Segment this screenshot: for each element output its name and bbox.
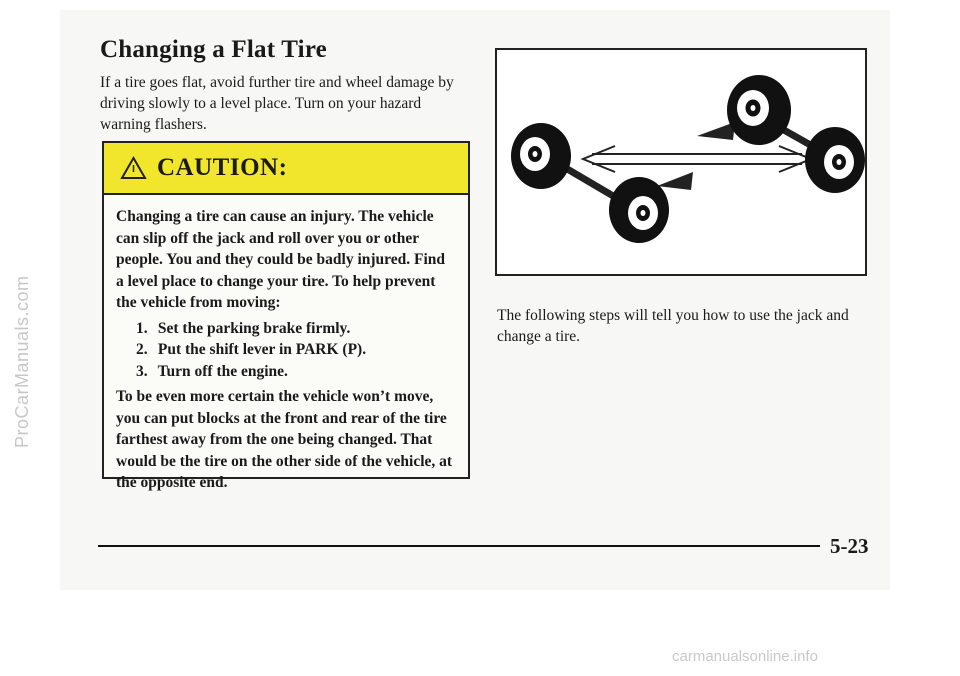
caution-steps [136, 318, 456, 383]
tire-icon [511, 123, 571, 189]
figure-caption: The following steps will tell you how to use the jack and change a tire. [497, 307, 849, 345]
tire-icon [609, 177, 669, 243]
page-title: Changing a Flat Tire [100, 36, 327, 63]
wheel-blocking-illustration [495, 48, 867, 276]
wheel-block-icon [657, 172, 693, 190]
wheel-block-icon [697, 122, 735, 140]
warning-triangle-icon [120, 156, 147, 180]
tire-icon [727, 75, 791, 145]
footer-rule [98, 545, 820, 547]
caution-body [104, 195, 468, 494]
caution-step: 3. Turn off the engine. [136, 362, 288, 380]
caution-label: CAUTION: [157, 154, 288, 181]
tire-icon [805, 127, 865, 193]
caution-header [104, 143, 468, 195]
caution-step: 1. Set the parking brake firmly. [136, 319, 351, 337]
caution-paragraph-1: Changing a tire can cause an injury. The vehicle can slip off the jack and roll over you or other people. You and they could be badly injured. Find a level place to change your tire. To help prevent the vehicle from moving: [116, 208, 446, 311]
bottom-watermark: carmanualsonline.info [672, 648, 818, 665]
tire-diagram [497, 50, 865, 274]
page-number: 5-23 [830, 534, 869, 558]
caution-step: 2. Put the shift lever in PARK (P). [136, 341, 367, 358]
caution-box [102, 141, 470, 491]
double-arrow-icon [583, 146, 811, 172]
caution-paragraph-2: To be even more certain the vehicle won’t move, you can put blocks at the front and rear of the tire farthest away from the one being changed. That would be the tire on the other side of the vehicle, at the opposite end. [116, 388, 453, 491]
side-watermark: ProCarManuals.com [12, 275, 32, 448]
intro-paragraph: If a tire goes flat, avoid further tire and wheel damage by driving slowly to a level place. Turn on your hazard warning flashers. [100, 74, 454, 133]
